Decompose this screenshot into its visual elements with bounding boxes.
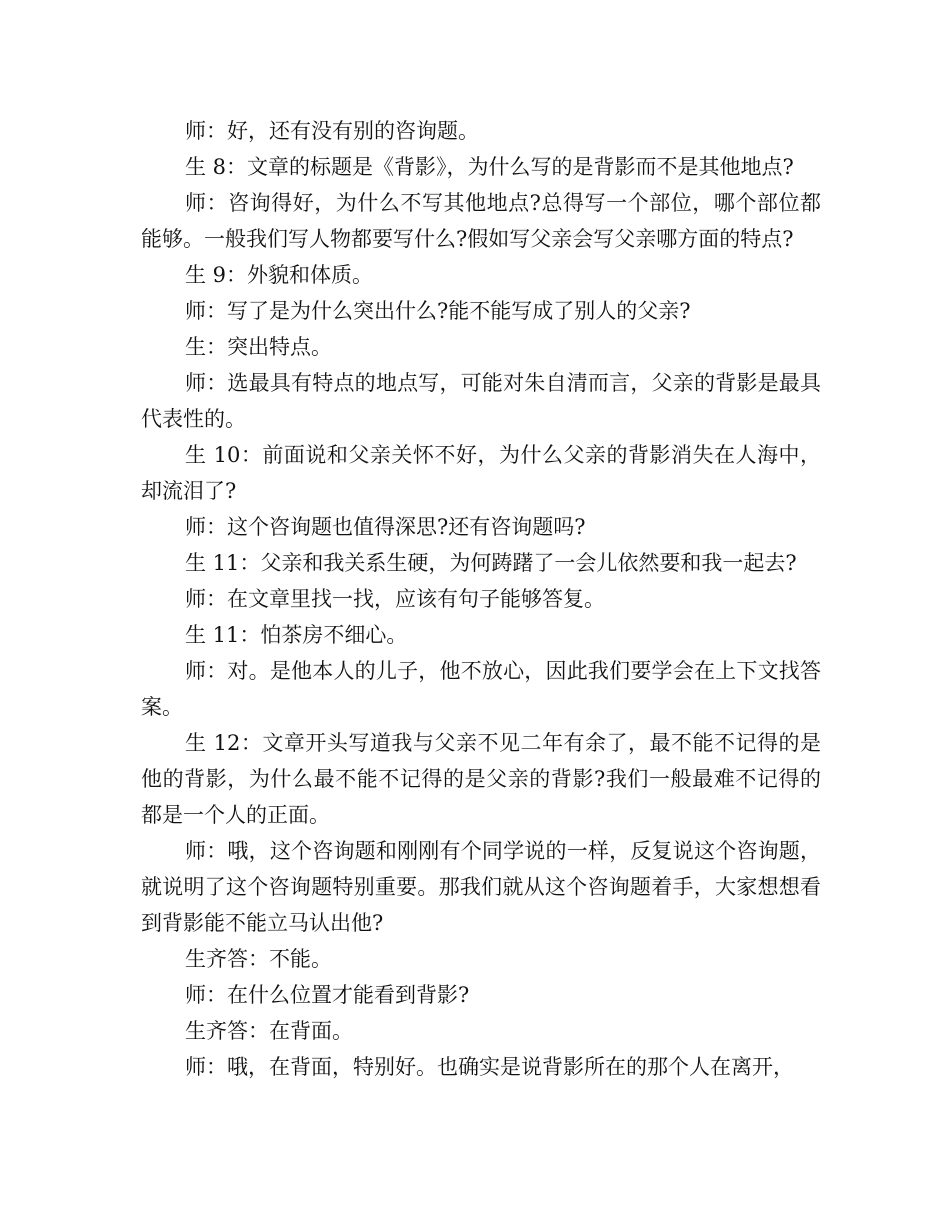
paragraph-4: 生 9：外貌和体质。 (185, 263, 374, 287)
paragraph-6: 生：突出特点。 (185, 335, 332, 359)
paragraph-16: 生齐答：不能。 (185, 947, 332, 971)
paragraph-15: 师：哦，这个咨询题和刚刚有个同学说的一样，反复说这个咨询题，就说明了这个咨询题特别重要。那我们就从这个咨询题着手，大家想想看到背影能不能立马认出他? (141, 839, 821, 935)
paragraph-19: 师：哦，在背面，特别好。也确实是说背影所在的那个人在离开， (185, 1055, 794, 1079)
paragraph-14: 生 12：文章开头写道我与父亲不见二年有余了，最不能不记得的是他的背影，为什么最不能不记得的是父亲的背影?我们一般最难不记得的都是一个人的正面。 (141, 731, 821, 827)
paragraph-10: 生 11：父亲和我关系生硬，为何踌躇了一会儿依然要和我一起去? (185, 551, 797, 575)
paragraph-9: 师：这个咨询题也值得深思?还有咨询题吗? (185, 515, 586, 539)
paragraph-18: 生齐答：在背面。 (185, 1019, 353, 1043)
paragraph-17: 师：在什么位置才能看到背影? (185, 983, 470, 1007)
paragraph-11: 师：在文章里找一找，应该有句子能够答复。 (185, 587, 605, 611)
paragraph-1: 师：好，还有没有别的咨询题。 (185, 119, 479, 143)
paragraph-13: 师：对。是他本人的儿子，他不放心，因此我们要学会在上下文找答案。 (141, 659, 821, 719)
paragraph-8: 生 10：前面说和父亲关怀不好，为什么父亲的背影消失在人海中，却流泪了? (141, 443, 821, 503)
paragraph-3: 师：咨询得好，为什么不写其他地点?总得写一个部位，哪个部位都能够。一般我们写人物都要写什么?假如写父亲会写父亲哪方面的特点? (141, 191, 821, 251)
paragraph-5: 师：写了是为什么突出什么?能不能写成了别人的父亲? (185, 299, 691, 323)
paragraph-7: 师：选最具有特点的地点写，可能对朱自清而言，父亲的背影是最具代表性的。 (141, 371, 821, 431)
document-body (141, 113, 821, 1085)
paragraph-2: 生 8：文章的标题是《背影》，为什么写的是背影而不是其他地点? (185, 155, 794, 179)
paragraph-12: 生 11：怕茶房不细心。 (185, 623, 408, 647)
